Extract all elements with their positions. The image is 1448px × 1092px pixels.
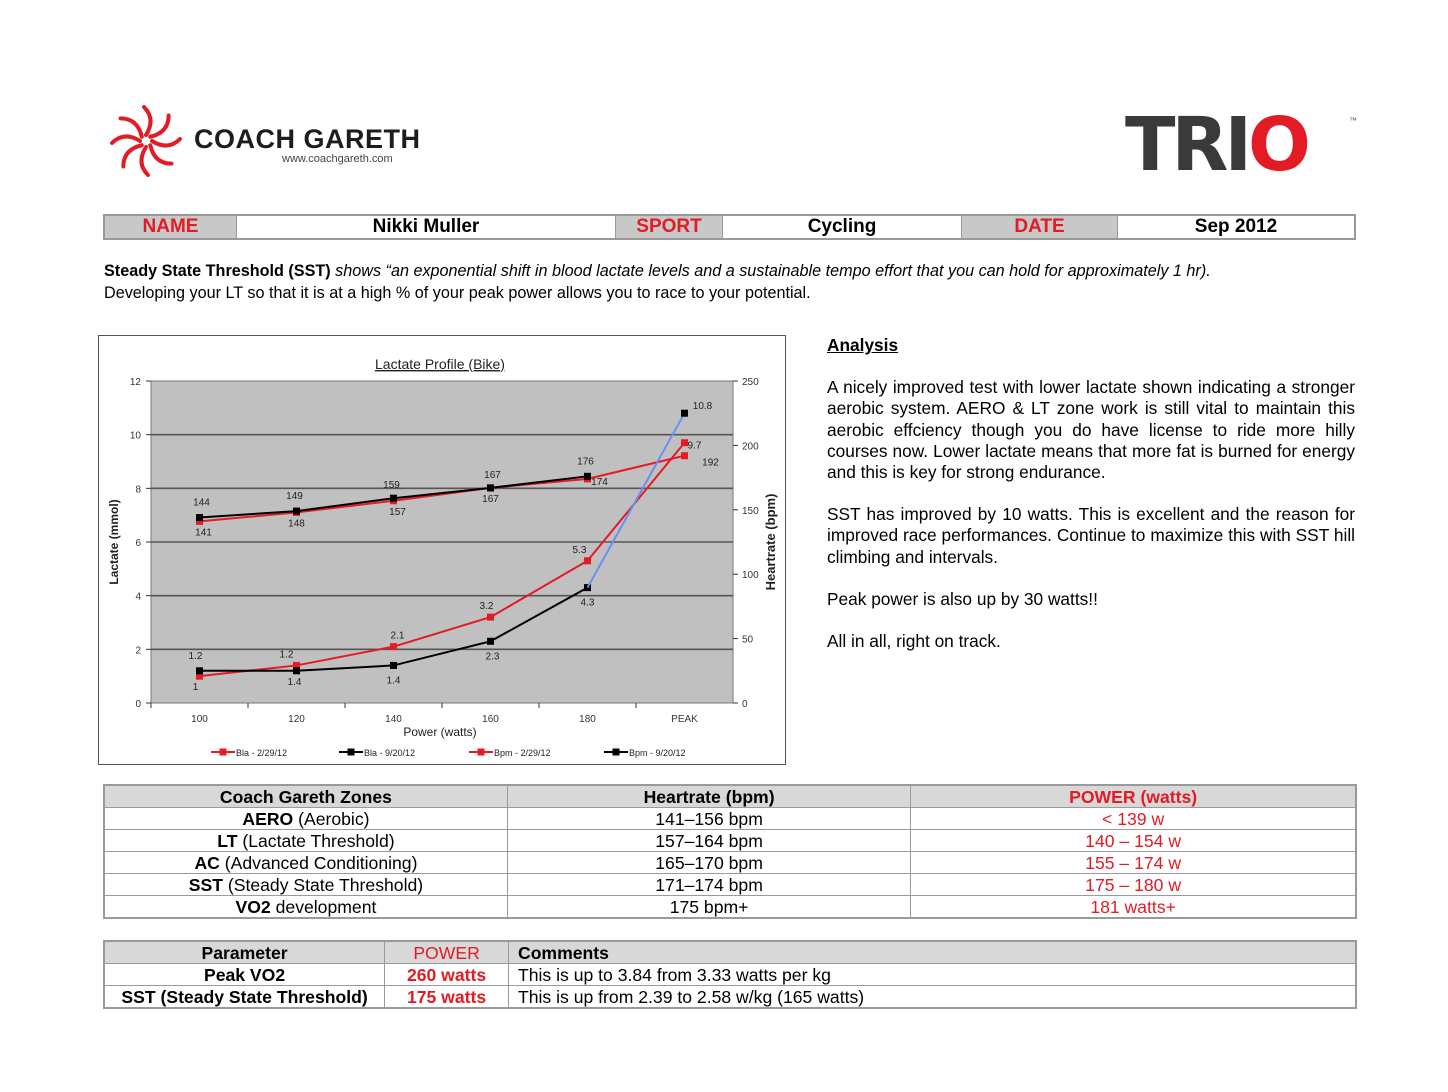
trademark-symbol: ™ [1349, 116, 1357, 125]
table-row [104, 808, 1356, 830]
table-row [104, 964, 1356, 986]
table-row [104, 830, 1356, 852]
data-point [487, 614, 494, 621]
zone-desc: (Lactate Threshold) [237, 830, 395, 851]
sst-definition: shows “an exponential shift in blood lactate levels and a sustainable tempo effort that you can hold for approximately 1 hr). [330, 262, 1211, 280]
sport-value: Cycling [723, 216, 962, 238]
zone-abbrev: AERO [242, 808, 294, 829]
parameters-table [103, 940, 1357, 1009]
x-tick-label: 160 [482, 714, 499, 725]
x-axis-title: Power (watts) [403, 725, 477, 739]
zone-abbrev: AC [194, 852, 220, 873]
date-value: Sep 2012 [1194, 216, 1278, 237]
brand-name: COACH GARETH [194, 124, 421, 154]
data-label: 144 [193, 497, 210, 509]
y2-tick-label: 150 [742, 505, 759, 517]
y2-axis-title: Heartrate (bpm) [763, 493, 778, 591]
data-label: 9.7 [687, 440, 702, 452]
data-point [293, 508, 300, 515]
y2-tick-label: 100 [742, 570, 759, 582]
name-label: NAME [105, 216, 237, 238]
data-label: 1.2 [188, 650, 203, 662]
data-label: 167 [484, 469, 501, 481]
athlete-info-bar [103, 214, 1356, 240]
data-point [196, 667, 203, 674]
zone-power: 175 – 180 w [911, 874, 1356, 896]
coach-gareth-logo [104, 100, 434, 182]
legend-item: Bpm - 9/20/12 [629, 748, 686, 758]
data-label: 141 [195, 527, 212, 539]
analysis-paragraph: Peak power is also up by 30 watts!! [827, 588, 1098, 609]
data-label: 157 [389, 506, 406, 518]
zone-abbrev: SST [188, 874, 223, 895]
power-header: POWER [385, 941, 509, 964]
zones-header: Coach Gareth Zones [104, 785, 507, 808]
data-point [487, 638, 494, 645]
zone-heartrate: 165–170 bpm [507, 852, 910, 874]
data-point [390, 495, 397, 502]
y2-tick-label: 250 [742, 377, 759, 388]
x-tick-label: 140 [385, 714, 402, 725]
parameter-power: 175 watts [385, 986, 509, 1009]
data-point [681, 452, 688, 459]
parameter-header: Parameter [104, 941, 385, 964]
trio-logo [1125, 102, 1360, 188]
parameter-comment: This is up from 2.39 to 2.58 w/kg (165 watts) [508, 986, 1356, 1009]
analysis-paragraph: All in all, right on track. [827, 631, 1001, 652]
legend-swatch-marker [613, 749, 620, 756]
zone-abbrev: LT [217, 830, 238, 851]
legend-swatch-marker [478, 749, 485, 756]
legend-swatch-marker [348, 749, 355, 756]
data-label: 1.4 [386, 675, 401, 687]
table-header-row [104, 941, 1356, 964]
legend-swatch-marker [220, 749, 227, 756]
y-axis-title: Lactate (mmol) [107, 499, 121, 585]
zone-name [104, 874, 507, 896]
sport-label: SPORT [616, 216, 723, 238]
zone-power: 181 watts+ [911, 896, 1356, 919]
data-point [584, 473, 591, 480]
zone-desc: (Aerobic) [293, 808, 370, 829]
data-label: 2.3 [485, 651, 500, 663]
zone-desc: (Advanced Conditioning) [219, 852, 418, 873]
table-row [104, 874, 1356, 896]
data-label: 176 [577, 456, 594, 468]
sst-intro-line2: Developing your LT so that it is at a high % of your peak power allows you to race to your potential. [104, 284, 811, 302]
y2-tick-label: 200 [742, 441, 759, 453]
legend-item: Bla - 9/20/12 [364, 748, 416, 758]
data-point [390, 643, 397, 650]
y2-tick-label: 50 [742, 634, 754, 646]
data-point [681, 410, 688, 417]
table-header-row [104, 785, 1356, 808]
zone-desc: (Steady State Threshold) [222, 874, 424, 895]
date-label: DATE [962, 216, 1118, 238]
zone-name [104, 896, 507, 919]
zone-heartrate: 175 bpm+ [507, 896, 910, 919]
y2-tick-label: 0 [742, 699, 748, 710]
chart-title: Lactate Profile (Bike) [375, 356, 505, 372]
zone-heartrate: 157–164 bpm [507, 830, 910, 852]
table-row [104, 852, 1356, 874]
y-tick-label: 12 [129, 377, 141, 388]
coach-gareth-emblem-icon [104, 100, 190, 182]
legend-item: Bpm - 2/29/12 [494, 748, 551, 758]
heartrate-header: Heartrate (bpm) [507, 785, 910, 808]
zone-heartrate: 171–174 bpm [507, 874, 910, 896]
data-label: 10.8 [692, 401, 713, 413]
parameter-name: SST (Steady State Threshold) [104, 986, 385, 1009]
power-header: POWER (watts) [911, 785, 1356, 808]
zone-name [104, 830, 507, 852]
analysis-paragraph: A nicely improved test with lower lactate shown indicating a stronger aerobic system. AERO & LT zone work is still vital to maintain this aerobic effciency though you do have license to ride more hilly courses now. Lower lactate means that more fat is burned for energy and this is key for strong endurance. [827, 377, 1355, 483]
y-tick-label: 6 [135, 538, 141, 549]
y-tick-label: 10 [129, 430, 141, 442]
comments-header: Comments [508, 941, 1356, 964]
analysis-paragraph: SST has improved by 10 watts. This is excellent and the reason for improved race performances. Continue to maximize this with SST hill climbing and intervals. [827, 504, 1355, 567]
zone-power: 155 – 174 w [911, 852, 1356, 874]
data-label: 167 [482, 493, 499, 505]
parameter-comment: This is up to 3.84 from 3.33 watts per kg [508, 964, 1356, 986]
sst-intro [104, 260, 1364, 304]
name-value: Nikki Muller [237, 216, 616, 238]
zone-desc: development [270, 896, 377, 917]
data-label: 174 [591, 476, 608, 488]
trio-wordmark: TRIO [1125, 102, 1307, 188]
table-row [104, 896, 1356, 919]
data-point [487, 484, 494, 491]
zone-name [104, 852, 507, 874]
x-tick-label: 180 [579, 714, 596, 725]
training-zones-table [103, 784, 1357, 919]
data-label: 192 [702, 457, 719, 469]
data-point [293, 667, 300, 674]
table-row [104, 986, 1356, 1009]
data-label: 1 [192, 682, 199, 694]
y-tick-label: 4 [135, 591, 141, 603]
analysis-title: Analysis [827, 335, 899, 355]
parameter-power: 260 watts [385, 964, 509, 986]
analysis-section [827, 335, 1355, 673]
y-tick-label: 0 [135, 699, 141, 710]
data-label: 148 [288, 518, 305, 530]
data-point [390, 662, 397, 669]
y-tick-label: 8 [135, 484, 141, 496]
chart-legend [211, 748, 686, 758]
zone-power: 140 – 154 w [911, 830, 1356, 852]
data-label: 149 [286, 491, 303, 503]
x-tick-label: PEAK [671, 714, 698, 725]
zone-heartrate: 141–156 bpm [507, 808, 910, 830]
lactate-profile-chart [99, 336, 785, 764]
data-label: 159 [383, 480, 400, 492]
x-tick-label: 120 [288, 714, 305, 725]
y-tick-label: 2 [135, 645, 141, 657]
brand-url: www.coachgareth.com [282, 153, 393, 165]
data-point [196, 514, 203, 521]
sst-term: Steady State Threshold (SST) [104, 262, 331, 280]
data-label: 1.2 [279, 649, 294, 661]
data-label: 2.1 [390, 630, 405, 642]
data-label: 4.3 [580, 597, 595, 609]
parameter-name: Peak VO2 [104, 964, 385, 986]
zone-name [104, 808, 507, 830]
data-point [584, 557, 591, 564]
lactate-chart-frame [98, 335, 786, 765]
data-label: 1.4 [287, 676, 302, 688]
zone-abbrev: VO2 [235, 896, 271, 917]
zone-power: < 139 w [911, 808, 1356, 830]
x-tick-label: 100 [191, 714, 208, 725]
data-label: 5.3 [572, 544, 587, 556]
data-label: 3.2 [479, 601, 494, 613]
legend-item: Bla - 2/29/12 [236, 748, 288, 758]
